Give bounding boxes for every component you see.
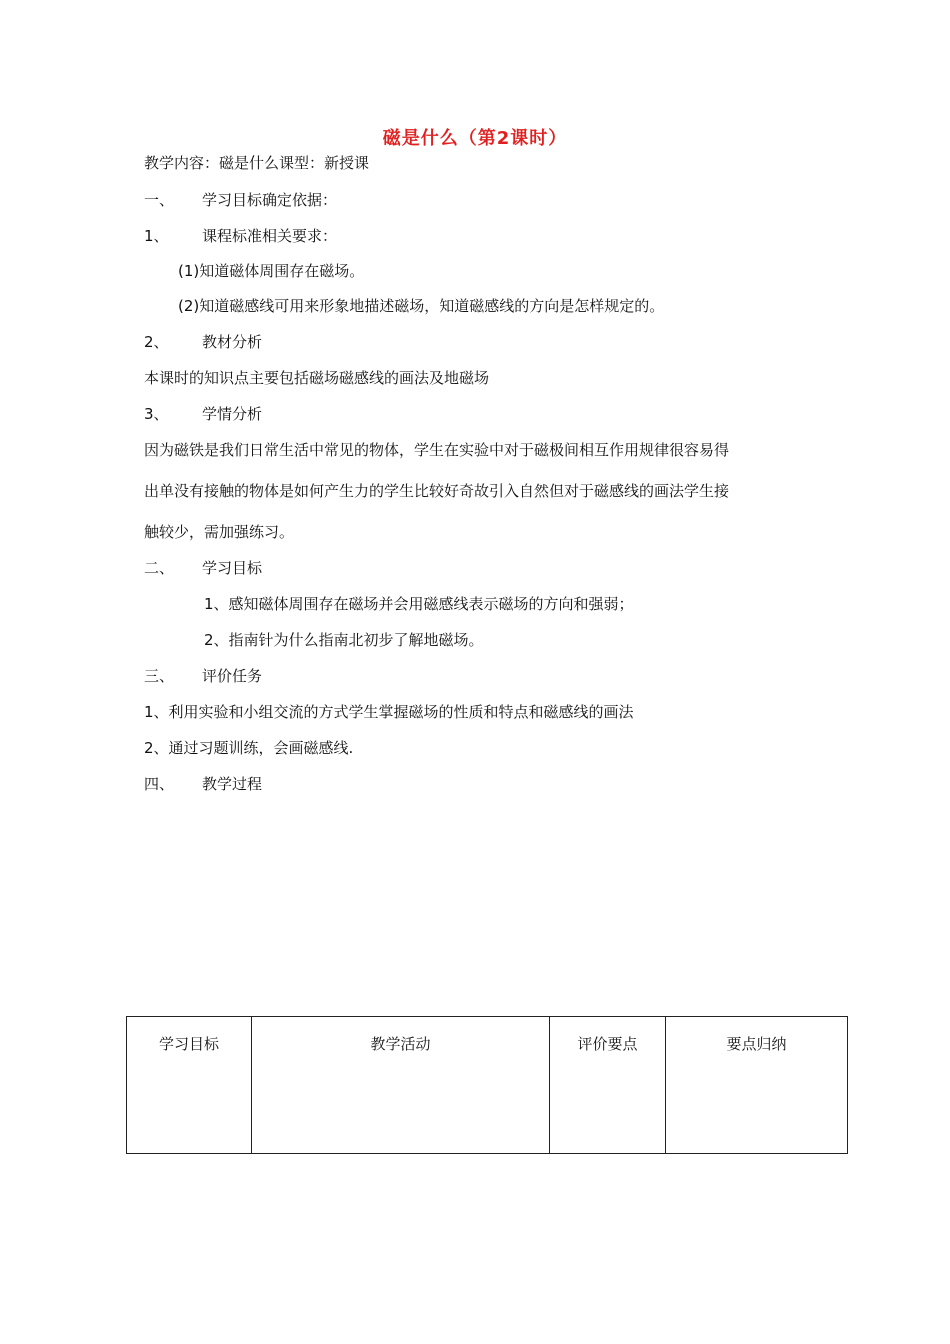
section-label: 教学过程 [202, 775, 263, 793]
section-label: 学习目标确定依据： [202, 191, 338, 209]
section-label: 学习目标 [202, 559, 263, 577]
table-header-cell: 学习目标 [127, 1017, 252, 1154]
subsection-label: 教材分析 [202, 333, 263, 351]
section-number: 二、 [144, 559, 175, 577]
learning-goal-2: 2、指南针为什么指南北初步了解地磁场。 [204, 631, 484, 649]
section-4-heading [144, 774, 262, 794]
subsection-number: 3、 [144, 405, 169, 423]
student-analysis-line-2: 出单没有接触的物体是如何产生力的学生比较好奇故引入自然但对于磁感线的画法学生接 [144, 482, 730, 500]
student-analysis-line-3: 触较少，需加强练习。 [144, 523, 295, 541]
section-number: 一、 [144, 191, 175, 209]
subsection-label: 学情分析 [202, 405, 263, 423]
teaching-process-table [126, 1016, 848, 1154]
subsection-number: 1、 [144, 227, 169, 245]
evaluation-task-1: 1、利用实验和小组交流的方式学生掌握磁场的性质和特点和磁感线的画法 [144, 703, 634, 721]
table-header-cell: 要点归纳 [666, 1017, 848, 1154]
section-1-heading [144, 190, 337, 210]
textbook-analysis-text: 本课时的知识点主要包括磁场磁感线的画法及地磁场 [144, 369, 490, 387]
section-number: 三、 [144, 667, 175, 685]
section-label: 评价任务 [202, 667, 263, 685]
table-row [127, 1017, 848, 1154]
subsection-2-heading [144, 332, 262, 352]
subsection-label: 课程标准相关要求： [202, 227, 338, 245]
learning-goal-1: 1、感知磁体周围存在磁场并会用磁感线表示磁场的方向和强弱； [204, 595, 634, 613]
section-2-heading [144, 558, 262, 578]
document-title: 磁是什么（第2课时） [382, 128, 568, 149]
requirement-1: (1)知道磁体周围存在磁场。 [178, 262, 365, 280]
section-3-heading [144, 666, 262, 686]
student-analysis-line-1: 因为磁铁是我们日常生活中常见的物体，学生在实验中对于磁极间相互作用规律很容易得 [144, 441, 730, 459]
lesson-intro: 教学内容：磁是什么课型：新授课 [144, 154, 370, 172]
subsection-3-heading [144, 404, 262, 424]
section-number: 四、 [144, 775, 175, 793]
table-header-cell: 教学活动 [252, 1017, 550, 1154]
subsection-number: 2、 [144, 333, 169, 351]
requirement-2: (2)知道磁感线可用来形象地描述磁场，知道磁感线的方向是怎样规定的。 [178, 297, 665, 315]
table-header-cell: 评价要点 [550, 1017, 666, 1154]
subsection-1-heading [144, 226, 337, 246]
evaluation-task-2: 2、通过习题训练，会画磁感线. [144, 739, 354, 757]
